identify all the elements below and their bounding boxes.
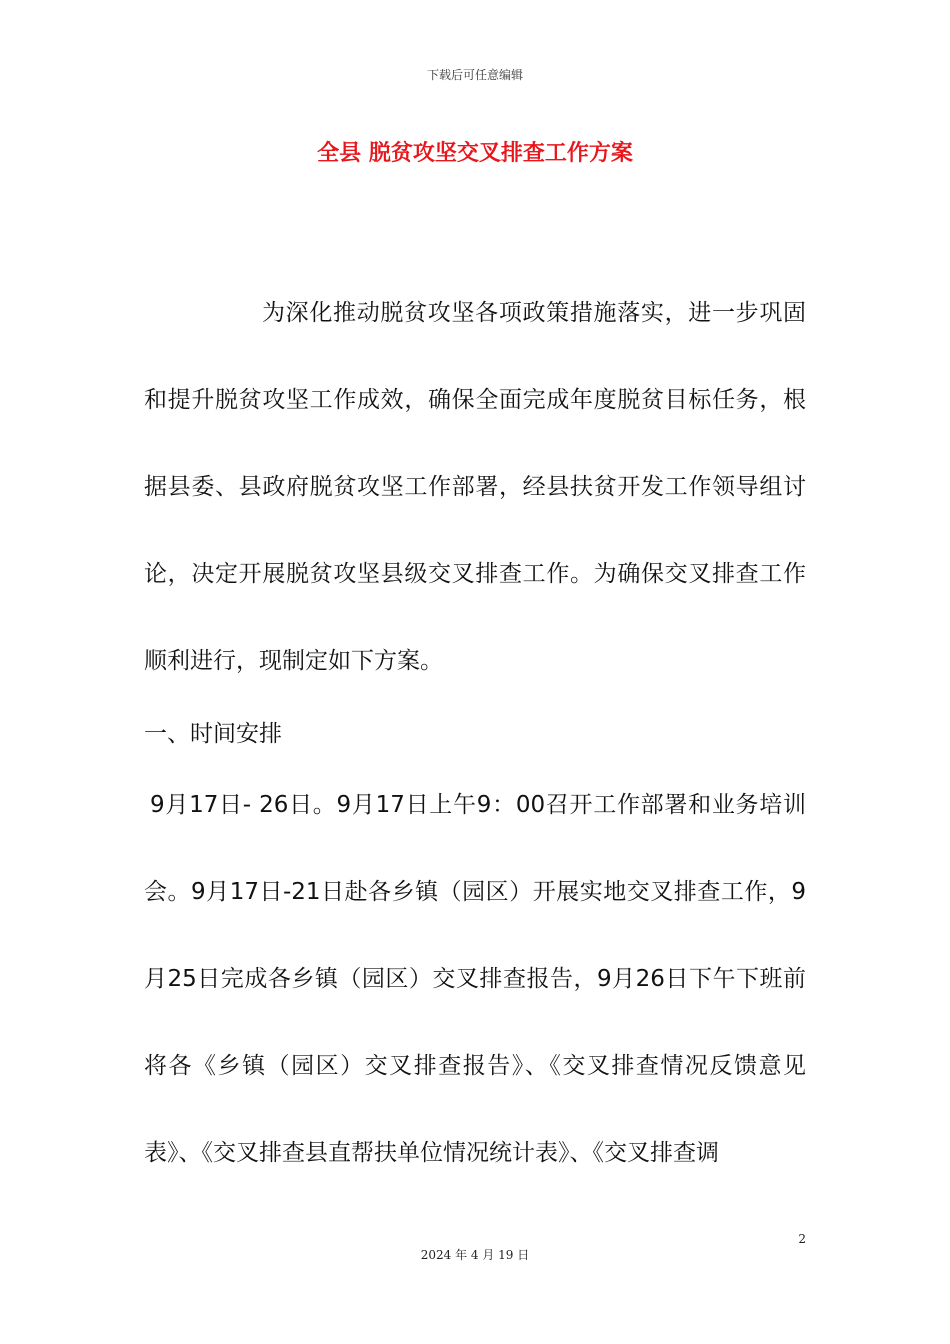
header-note: 下载后可任意编辑	[426, 68, 523, 82]
schedule-section	[144, 762, 806, 1197]
document-title: 全县 脱贫攻坚交叉排查工作方案	[317, 141, 633, 166]
footer-date: 2024 年 4 月 19 日	[420, 1248, 530, 1262]
page-number: 2	[798, 1232, 806, 1246]
intro-section	[144, 270, 806, 705]
section-heading-schedule: 一、时间安排	[144, 721, 282, 747]
schedule-paragraph: 9月17日- 26日。9月17日上午9：00召开工作部署和业务培训会。9月17日-21日赴各乡镇（园区）开展实地交叉排查工作，9月25日完成各乡镇（园区）交叉排查报告，9月26日下午下班前将各《乡镇（园区）交叉排查报告》、《交叉排查情况反馈意见表》、《交叉排查县直帮扶单位情况统计表》、《交叉排查调	[144, 792, 806, 1166]
intro-paragraph: 为深化推动脱贫攻坚各项政策措施落实，进一步巩固和提升脱贫攻坚工作成效，确保全面完成年度脱贫目标任务，根据县委、县政府脱贫攻坚工作部署，经县扶贫开发工作领导组讨论，决定开展脱贫攻坚县级交叉排查工作。为确保交叉排查工作顺利进行，现制定如下方案。	[144, 300, 806, 674]
